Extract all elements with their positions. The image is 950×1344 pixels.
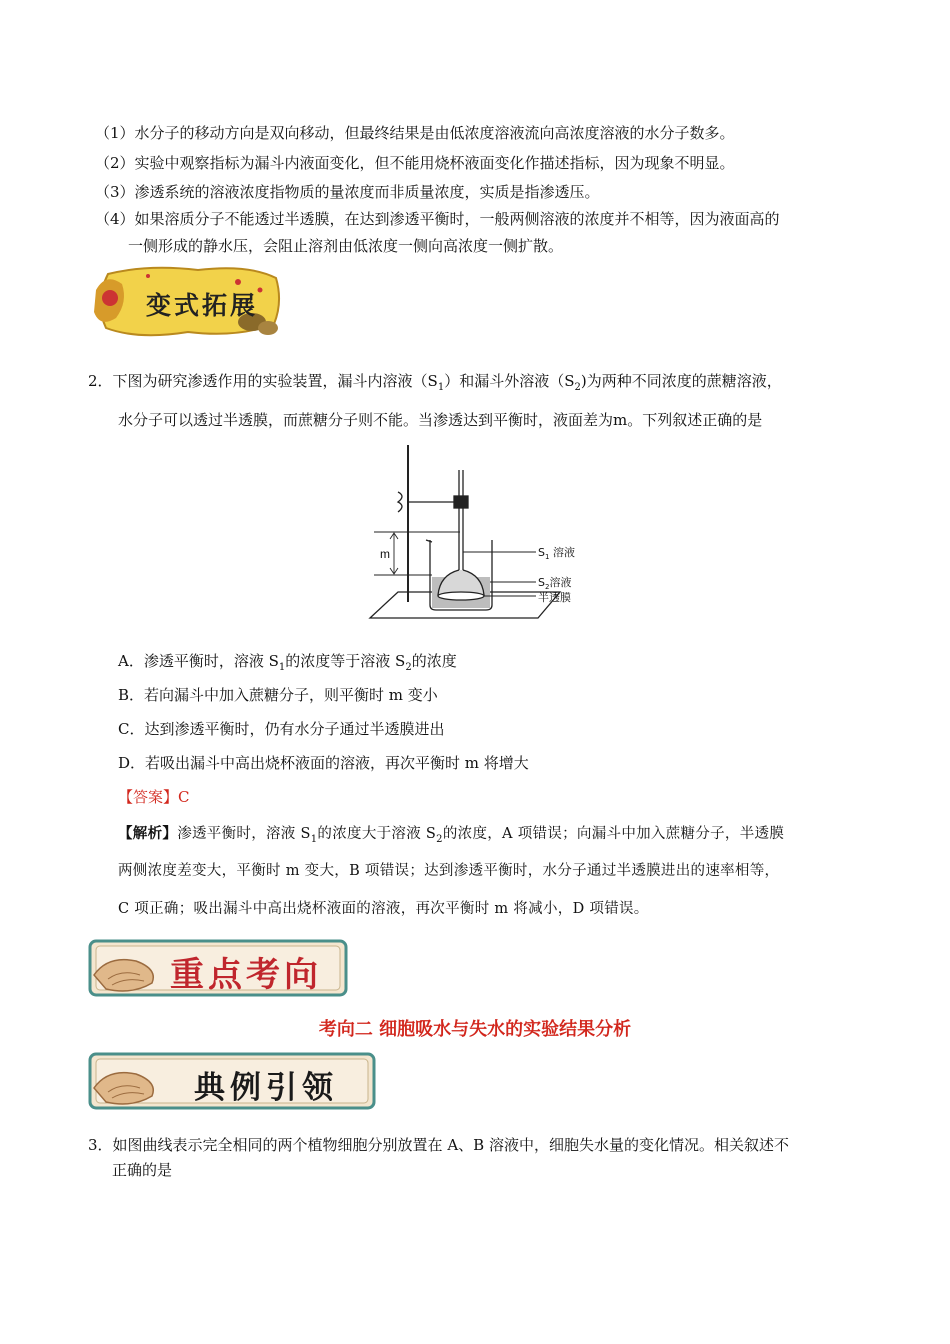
banner-example bbox=[88, 1048, 378, 1114]
label-m: m bbox=[380, 547, 390, 561]
analysis-tag: 【解析】 bbox=[118, 825, 178, 842]
banner-key bbox=[88, 935, 350, 1001]
option-c: C．达到渗透平衡时，仍有水分子通过半透膜进出 bbox=[118, 720, 445, 738]
option-a-post: 的浓度 bbox=[411, 652, 457, 670]
analysis-1-sub1: 1 bbox=[310, 833, 318, 845]
q3-stem: 如图曲线表示完全相同的两个植物细胞分别放置在 A、B 溶液中，细胞失水量的变化情况。相关叙述不 bbox=[112, 1136, 789, 1154]
clamp-block bbox=[454, 496, 468, 508]
q2-stem-sub1: 1 bbox=[437, 382, 445, 393]
option-a-mid: 的浓度等于溶液 S bbox=[285, 652, 406, 670]
q2-stem-b: ）和漏斗外溶液（S bbox=[444, 372, 575, 390]
clamp-screw bbox=[398, 492, 402, 512]
banner-variant-text: 变式拓展 bbox=[146, 291, 259, 320]
note-2: （2）实验中观察指标为漏斗内液面变化，但不能用烧杯液面变化作描述指标，因为现象不明显。 bbox=[95, 154, 735, 172]
q2-stem-a: 下图为研究渗透作用的实验装置，漏斗内溶液（S bbox=[112, 372, 438, 390]
analysis-1b: 的浓度大于溶液 S bbox=[317, 826, 437, 842]
section-title: 考向二 细胞吸水与失水的实验结果分析 bbox=[318, 1019, 632, 1040]
label-s2 bbox=[538, 575, 571, 591]
osmosis-apparatus-figure bbox=[360, 440, 590, 620]
option-a-sub2: 2 bbox=[405, 662, 412, 673]
q2-number: 2． bbox=[88, 372, 113, 390]
note-4-cont: 一侧形成的静水压，会阻止溶剂由低浓度一侧向高浓度一侧扩散。 bbox=[128, 237, 564, 255]
analysis-1-sub2: 2 bbox=[436, 833, 443, 845]
q3-line2: 正确的是 bbox=[112, 1161, 173, 1179]
answer-value: C bbox=[178, 788, 190, 806]
option-a-sub1: 1 bbox=[278, 662, 286, 673]
option-a-pre: A．渗透平衡时，溶液 S bbox=[118, 652, 279, 670]
analysis-1c: 的浓度，A 项错误；向漏斗中加入蔗糖分子，半透膜 bbox=[442, 826, 785, 842]
q2-stem-sub2: 2 bbox=[574, 382, 581, 393]
answer-tag: 【答案】 bbox=[118, 788, 179, 806]
analysis-1a: 渗透平衡时，溶液 S bbox=[177, 826, 311, 842]
label-s2-sub: 2 bbox=[544, 583, 550, 591]
membrane bbox=[438, 592, 484, 600]
q3-line1 bbox=[88, 1135, 789, 1155]
option-a bbox=[118, 651, 457, 678]
label-s1-sub: 1 bbox=[544, 553, 550, 561]
label-s1-letter: S bbox=[538, 546, 545, 559]
q3-number: 3． bbox=[88, 1136, 113, 1154]
label-s1 bbox=[538, 545, 575, 561]
label-s2-suffix: 溶液 bbox=[549, 576, 572, 589]
option-b: B．若向漏斗中加入蔗糖分子，则平衡时 m 变小 bbox=[118, 686, 438, 704]
answer-line bbox=[118, 787, 190, 807]
banner-example-text: 典例引领 bbox=[194, 1070, 338, 1106]
analysis-line-1 bbox=[118, 822, 784, 845]
q2-stem-line1 bbox=[88, 371, 782, 398]
funnel-bulb bbox=[438, 570, 484, 595]
banner-variant bbox=[88, 262, 283, 342]
label-membrane: 半透膜 bbox=[538, 591, 571, 604]
banner-key-text: 重点考向 bbox=[170, 955, 322, 995]
option-d: D．若吸出漏斗中高出烧杯液面的溶液，再次平衡时 m 将增大 bbox=[118, 754, 529, 772]
note-3: （3）渗透系统的溶液浓度指物质的量浓度而非质量浓度，实质是指渗透压。 bbox=[95, 183, 600, 201]
analysis-line-2: 两侧浓度差变大，平衡时 m 变大，B 项错误；达到渗透平衡时，水分子通过半透膜进出的速率相等， bbox=[118, 863, 780, 879]
note-4: （4）如果溶质分子不能透过半透膜，在达到渗透平衡时，一般两侧溶液的浓度并不相等，因为液面高的 bbox=[95, 210, 780, 228]
note-1: （1）水分子的移动方向是双向移动，但最终结果是由低浓度溶液流向高浓度溶液的水分子数多。 bbox=[95, 124, 735, 142]
q2-stem-line2: 水分子可以透过半透膜，而蔗糖分子则不能。当渗透达到平衡时，液面差为m。下列叙述正确的是 bbox=[118, 411, 763, 429]
label-s2-letter: S bbox=[538, 576, 545, 589]
q2-stem-c: )为两种不同浓度的蔗糖溶液， bbox=[580, 372, 782, 390]
label-s1-suffix: 溶液 bbox=[549, 546, 575, 559]
analysis-line-3: C 项正确；吸出漏斗中高出烧杯液面的溶液，再次平衡时 m 将减小，D 项错误。 bbox=[118, 901, 649, 917]
